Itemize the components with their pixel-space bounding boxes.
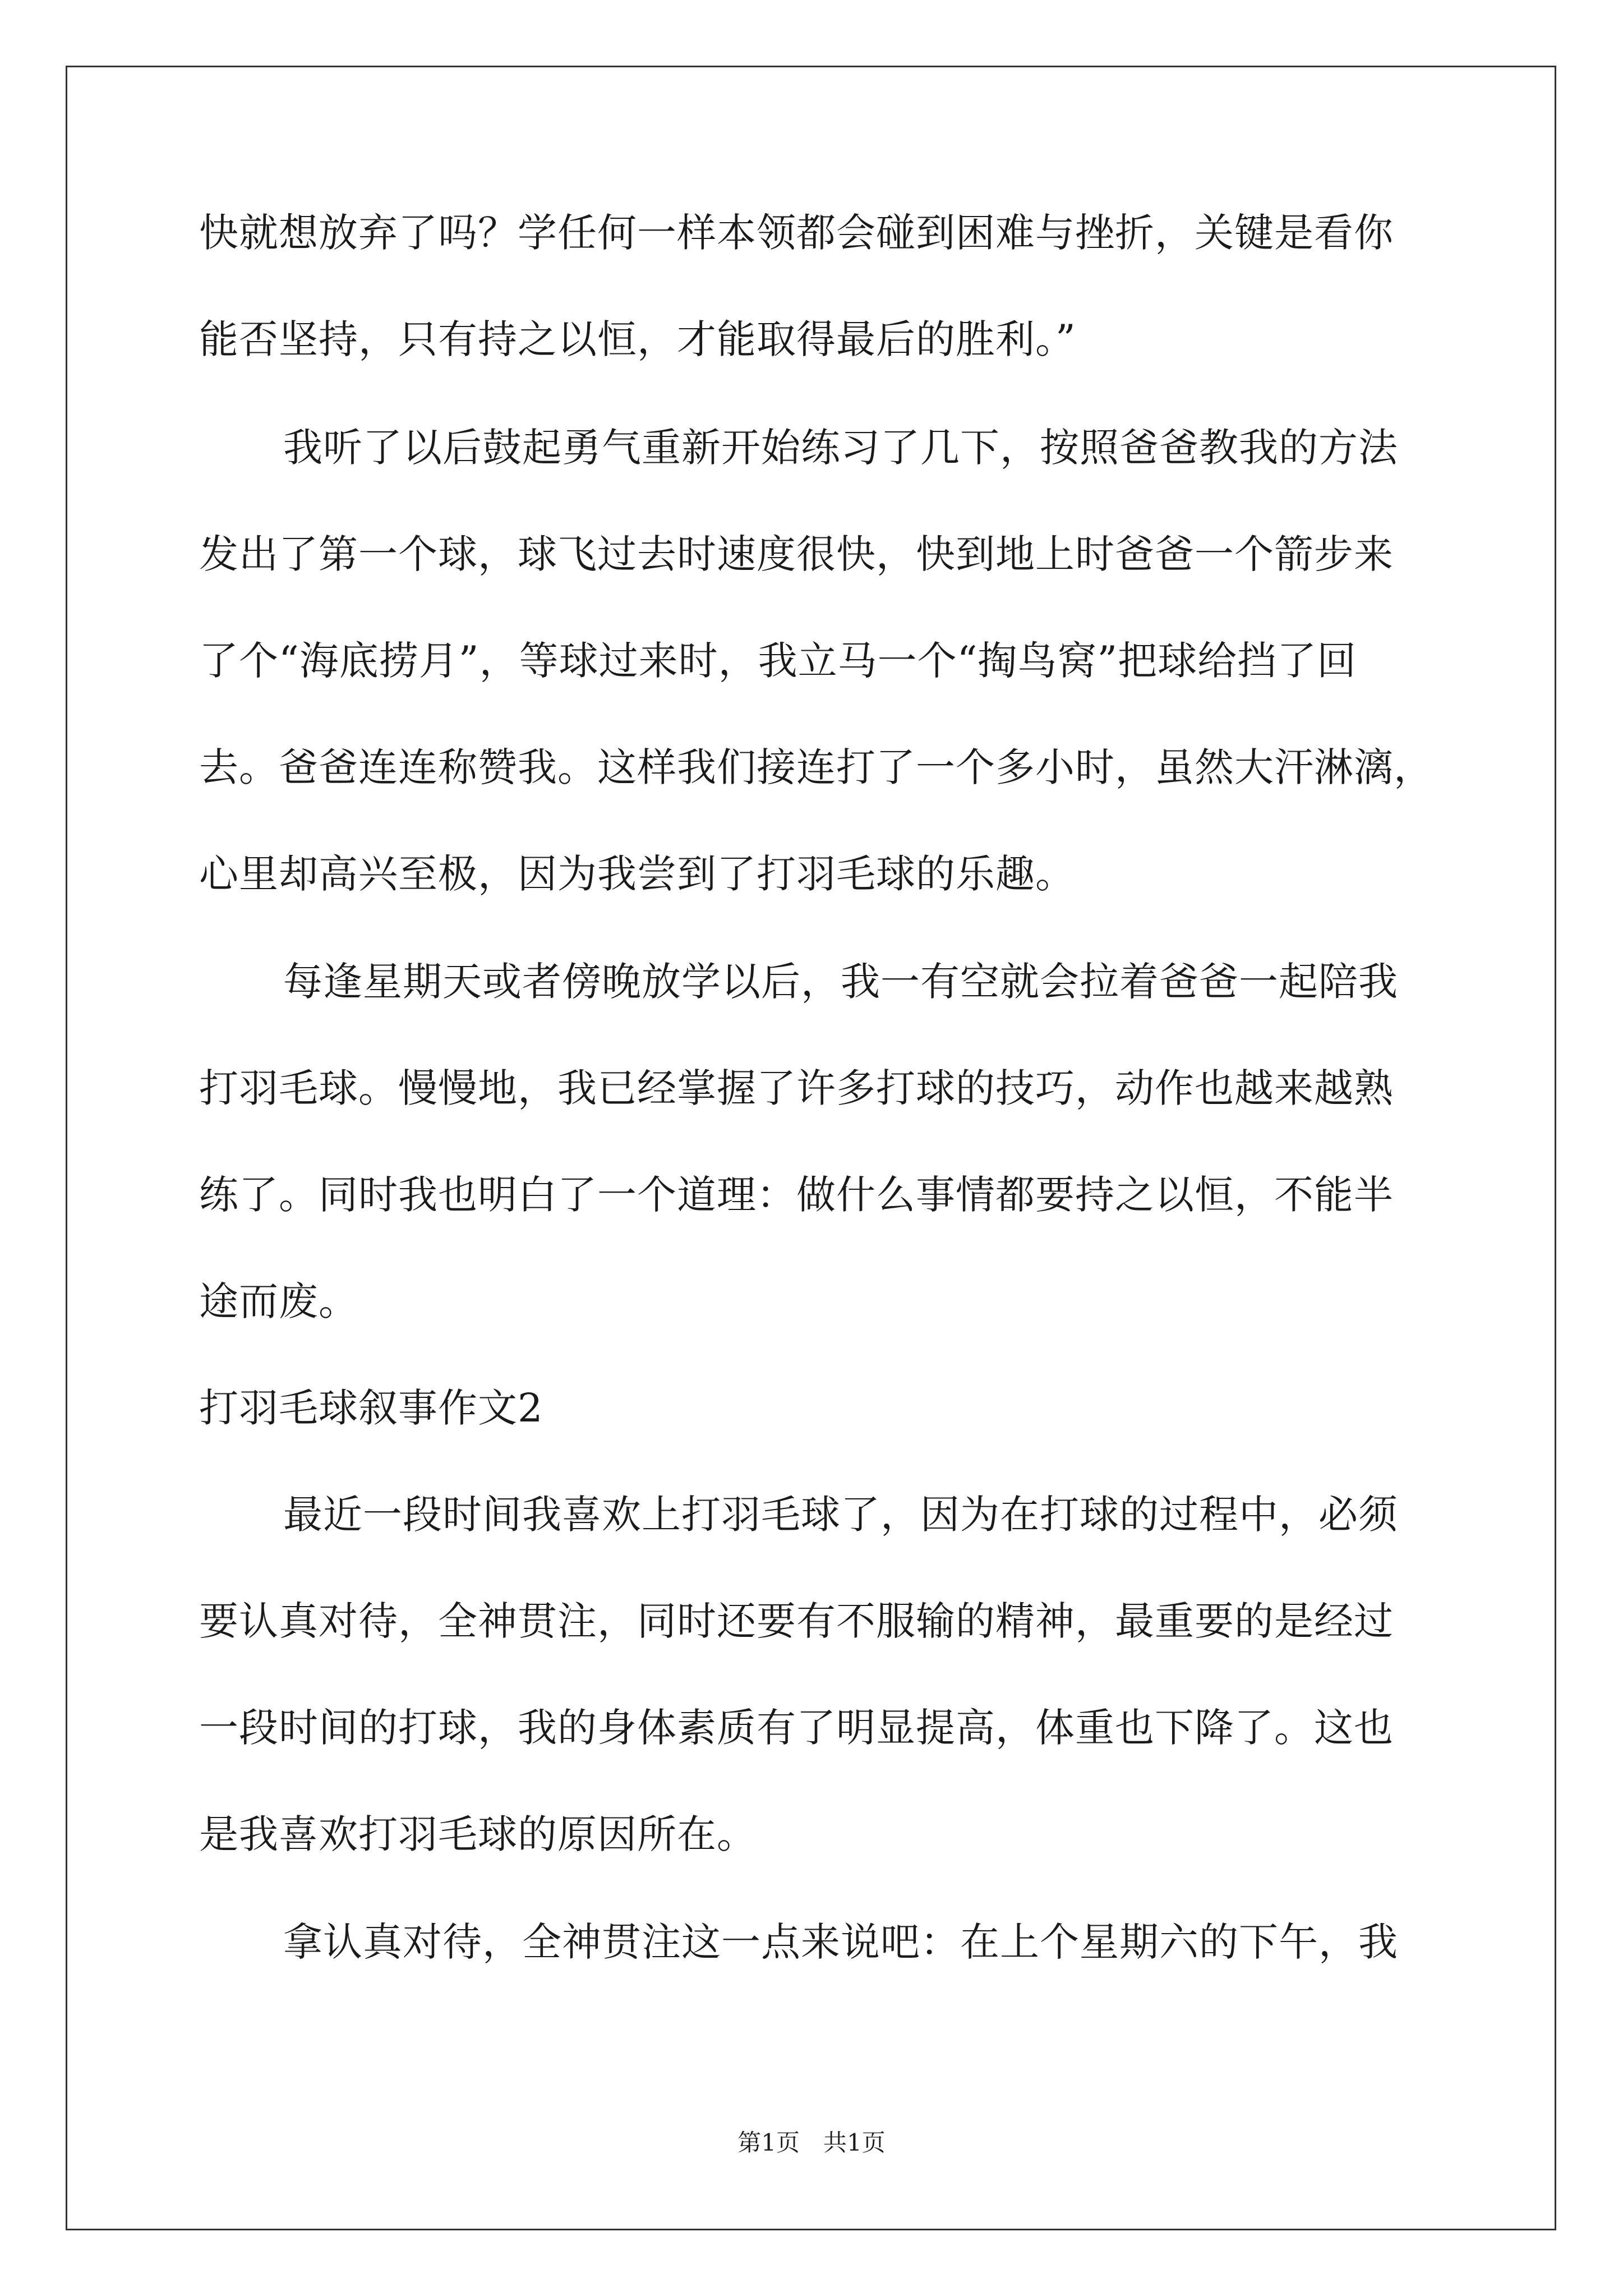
paragraph-start-line: 拿认真对待，全神贯注这一点来说吧：在上个星期六的下午，我 <box>283 1919 1398 1965</box>
text-line: 心里却高兴至极，因为我尝到了打羽毛球的乐趣。 <box>199 851 1075 897</box>
paragraph-start-line: 我听了以后鼓起勇气重新开始练习了几下，按照爸爸教我的方法 <box>283 425 1398 471</box>
page-number-footer: 第1页 共1页 <box>737 2129 886 2156</box>
text-line: 是我喜欢打羽毛球的原因所在。 <box>199 1811 757 1857</box>
text-line: 一段时间的打球，我的身体素质有了明显提高，体重也下降了。这也 <box>199 1705 1394 1751</box>
text-line: 去。爸爸连连称赞我。这样我们接连打了一个多小时，虽然大汗淋漓， <box>199 744 1433 790</box>
text-line: 途而废。 <box>199 1278 358 1324</box>
paragraph-start-line: 最近一段时间我喜欢上打羽毛球了，因为在打球的过程中，必须 <box>283 1492 1398 1538</box>
text-line: 发出了第一个球，球飞过去时速度很快，快到地上时爸爸一个箭步来 <box>199 531 1394 577</box>
section-heading: 打羽毛球叙事作文2 <box>199 1385 543 1431</box>
text-line: 要认真对待，全神贯注，同时还要有不服输的精神，最重要的是经过 <box>199 1598 1394 1644</box>
paragraph-start-line: 每逢星期天或者傍晚放学以后，我一有空就会拉着爸爸一起陪我 <box>283 959 1398 1005</box>
text-line: 打羽毛球。慢慢地，我已经掌握了许多打球的技巧，动作也越来越熟 <box>199 1065 1394 1111</box>
text-line: 能否坚持，只有持之以恒，才能取得最后的胜利。” <box>199 316 1076 362</box>
page-border <box>66 66 1556 2230</box>
text-line: 了个“海底捞月”，等球过来时，我立马一个“掏鸟窝”把球给挡了回 <box>199 638 1357 684</box>
text-line: 快就想放弃了吗？学任何一样本领都会碰到困难与挫折，关键是看你 <box>199 210 1394 256</box>
text-line: 练了。同时我也明白了一个道理：做什么事情都要持之以恒，不能半 <box>199 1172 1394 1218</box>
